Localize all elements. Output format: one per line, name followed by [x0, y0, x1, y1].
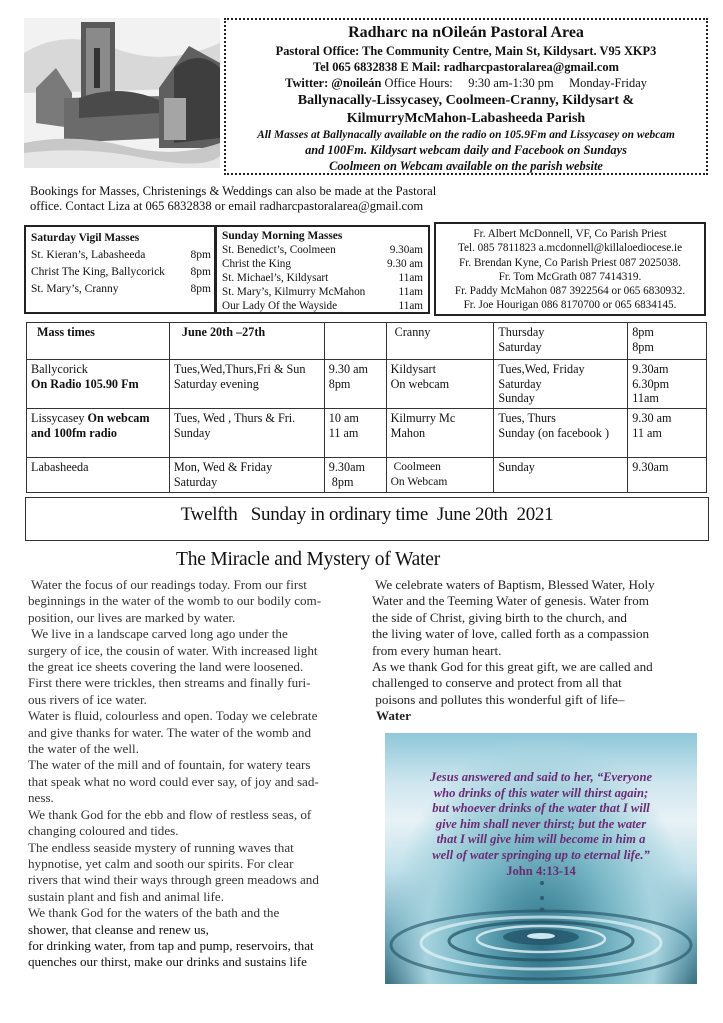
pastoral-area-title: Radharc na nOileán Pastoral Area — [348, 24, 584, 41]
header-mass-times: Mass times — [27, 323, 170, 360]
article-line: Water and the Teeming Water of genesis. Water from — [372, 593, 649, 609]
table-cell-times: 9.30 am 11 am — [628, 409, 707, 458]
scripture-reference: John 4:13-14 — [506, 863, 576, 878]
article-line: Water is fluid, colourless and open. Today we celebrate — [28, 708, 318, 724]
article-line: ness. — [28, 790, 54, 806]
sunday-item — [222, 243, 423, 257]
article-line: First there were trickles, then streams and finally furi- — [28, 675, 311, 691]
parishes-line-1: Ballynacally-Lissycasey, Coolmeen-Cranny, Kildysart & — [297, 93, 635, 108]
table-cell-days: Tues, Thurs Sunday (on facebook ) — [494, 409, 628, 458]
table-cell-times: 9.30 am 8pm — [324, 360, 386, 409]
article-line: challenged to conserve and protect from all that — [372, 675, 622, 691]
priest-line: Fr. Joe Hourigan 086 8170700 or 065 6834145. — [463, 299, 677, 312]
table-cell-days: Tues,Wed, Friday Saturday Sunday — [494, 360, 628, 409]
sunday-time: 9.30am — [389, 244, 423, 256]
table-cell-days: Thursday Saturday — [494, 323, 628, 360]
sunday-item — [222, 299, 423, 313]
liturgical-sunday-title: Twelfth Sunday in ordinary time June 20th 2021 — [25, 497, 709, 541]
sunday-church: Christ the King — [222, 258, 291, 270]
vigil-church: Christ The King, Ballycorick — [31, 266, 165, 278]
bookings-line-2: office. Contact Liza at 065 6832838 or email radharcpastoralarea@gmail.com — [30, 199, 424, 213]
office-hours-line — [226, 75, 706, 92]
pastoral-header-box — [224, 18, 708, 175]
table-row — [27, 409, 707, 458]
priest-line: Fr. Tom McGrath 087 7414319. — [498, 270, 642, 283]
sunday-time: 11am — [398, 286, 423, 298]
vigil-time: 8pm — [190, 266, 211, 278]
vigil-time: 8pm — [190, 283, 211, 295]
sunday-item — [222, 271, 423, 285]
article-line: the living water of love, called forth as a compassion — [372, 626, 650, 642]
header-empty — [324, 323, 386, 360]
article-line: The endless seaside mystery of running waves that — [28, 839, 294, 855]
bookings-line-1: Bookings for Masses, Christenings & Weddings can also be made at the Pastoral — [30, 184, 437, 198]
table-cell-days: Tues,Wed,Thurs,Fri & Sun Saturday evening — [169, 360, 324, 409]
article-line: surgery of ice, the cousin of water. With increased light — [28, 642, 318, 658]
vigil-church: St. Kieran’s, Labasheeda — [31, 249, 146, 261]
broadcast-line-3: Coolmeen on Webcam available on the parish website — [329, 158, 603, 173]
vigil-item — [31, 247, 211, 264]
sunday-church: St. Mary’s, Kilmurry McMahon — [222, 286, 366, 298]
sunday-church: St. Benedict’s, Coolmeen — [222, 244, 336, 256]
article-line: ous rivers of ice water. — [28, 691, 147, 707]
scripture-quote-image — [385, 733, 697, 984]
priest-line: Fr. Brendan Kyne, Co Parish Priest 087 2025038. — [459, 256, 681, 269]
article-line: rivers that wind their ways through green meadows and — [28, 872, 319, 888]
article-line: The water of the mill and of fountain, for watery tears — [28, 757, 311, 773]
priest-line: Fr. Paddy McMahon 087 3922564 or 065 6830932. — [454, 285, 686, 298]
sunday-item — [222, 285, 423, 299]
article-line: Water the focus of our readings today. From our first — [28, 577, 307, 592]
broadcast-line-1: All Masses at Ballynacally available on the radio on 105.9Fm and Lissycasey on webcam — [257, 129, 675, 141]
article-line: changing coloured and tides. — [28, 823, 179, 839]
office-hours-label: Office Hours: — [384, 76, 453, 90]
table-cell-times: 9.30am — [628, 458, 707, 493]
table-cell-place: Cranny — [386, 323, 494, 360]
sunday-church: Our Lady Of the Wayside — [222, 300, 338, 312]
table-cell-place: Kildysart On webcam — [386, 360, 494, 409]
pastoral-contact: Tel 065 6832838 E Mail: radharcpastoralarea@gmail.com — [313, 60, 619, 74]
article-line: the water of the well. — [28, 741, 139, 757]
sunday-item — [222, 257, 423, 271]
table-cell-times: 9.30am 6.30pm 11am — [628, 360, 707, 409]
table-cell-place: Kilmurry Mc Mahon — [386, 409, 494, 458]
article-line: sustain plant and fish and animal life. — [28, 888, 224, 904]
table-cell-place: Ballycorick On Radio 105.90 Fm — [27, 360, 170, 409]
article-right-column — [372, 577, 710, 725]
table-row — [27, 458, 707, 493]
article-line: We thank God for the waters of the bath and the — [28, 905, 280, 921]
church-ruins-image — [24, 18, 220, 168]
table-cell-times: 8pm 8pm — [628, 323, 707, 360]
priest-line: Fr. Albert McDonnell, VF, Co Parish Priest — [473, 228, 667, 240]
pastoral-office-address: Pastoral Office: The Community Centre, Main St, Kildysart. V95 XKP3 — [275, 44, 657, 58]
sunday-heading: Sunday Morning Masses — [222, 230, 343, 242]
vigil-heading: Saturday Vigil Masses — [31, 232, 140, 244]
parishes-line-2: KilmurryMcMahon-Labasheeda Parish — [346, 111, 586, 126]
vigil-item — [31, 264, 211, 281]
article-line: beginnings in the water of the womb to our bodily com- — [28, 593, 322, 609]
bookings-notice — [30, 184, 500, 214]
table-cell-place: Coolmeen On Webcam — [386, 458, 494, 493]
sunday-church: St. Michael’s, Kildysart — [222, 272, 329, 284]
sunday-time: 9.30 am — [386, 258, 423, 270]
sunday-morning-box — [214, 225, 430, 314]
article-line: the side of Christ, giving birth to the church, and — [372, 609, 627, 625]
article-line: We thank God for the ebb and flow of restless seas, of — [28, 806, 312, 822]
article-line: We live in a landscape carved long ago under the — [28, 626, 288, 642]
priests-contact-box — [434, 222, 706, 316]
article-line: We celebrate waters of Baptism, Blessed Water, Holy — [372, 577, 655, 592]
twitter-handle: Twitter: @noileán — [285, 76, 382, 90]
table-cell-days: Tues, Wed , Thurs & Fri. Sunday — [169, 409, 324, 458]
mass-times-table — [26, 322, 707, 493]
vigil-item — [31, 281, 211, 298]
table-cell-times: 9.30am 8pm — [324, 458, 386, 493]
table-header-row — [27, 323, 707, 360]
article-line: As we thank God for this great gift, we are called and — [372, 659, 653, 675]
scripture-quote-text: Jesus answered and said to her, “Everyone who drinks of this water will thirst again; but whoever drinks of the water that I will give him shall never thirst; but the water that I will give him will become in him a well of water springing up to eternal life.” John 4:13-14 — [385, 770, 697, 879]
article-line: for drinking water, from tap and pump, reservoirs, that — [28, 937, 314, 953]
table-cell-times: 10 am 11 am — [324, 409, 386, 458]
header-date-range: June 20th –27th — [169, 323, 324, 360]
saturday-vigil-box — [24, 225, 216, 314]
article-line: shower, that cleanse and renew us, — [28, 921, 209, 937]
table-cell-days: Mon, Wed & Friday Saturday — [169, 458, 324, 493]
table-cell-days: Sunday — [494, 458, 628, 493]
sunday-time: 11am — [398, 272, 423, 284]
article-line: the great ice sheets covering the land were loosened. — [28, 659, 304, 675]
office-hours-time: 9:30 am-1:30 pm — [468, 76, 554, 90]
article-line: quenches our thirst, make our drinks and sustains life — [28, 954, 307, 970]
article-line: poisons and pollutes this wonderful gift of life– — [372, 691, 625, 707]
article-line: that speak what no word could ever say, of joy and sad- — [28, 773, 319, 789]
table-cell-place: Labasheeda — [27, 458, 170, 493]
vigil-church: St. Mary’s, Cranny — [31, 283, 119, 295]
office-hours-days: Monday-Friday — [569, 76, 647, 90]
article-line: from every human heart. — [372, 642, 502, 658]
article-line: hypnotise, yet calm and sooth our spirits. For clear — [28, 855, 294, 871]
church-sketch-icon — [24, 18, 220, 168]
article-title: The Miracle and Mystery of Water — [176, 549, 441, 570]
article-left-column — [28, 577, 370, 971]
article-line: and give thanks for water. The water of the womb and — [28, 724, 312, 740]
vigil-time: 8pm — [190, 249, 211, 261]
article-closing-word: Water — [376, 708, 411, 724]
article-line: position, our lives are marked by water. — [28, 609, 236, 625]
priest-line: Tel. 085 7811823 a.mcdonnell@killaloediocese.ie — [457, 242, 683, 255]
sunday-time: 11am — [398, 300, 423, 312]
table-cell-place: Lissycasey On webcam and 100fm radio — [27, 409, 170, 458]
table-row — [27, 360, 707, 409]
broadcast-line-2: and 100Fm. Kildysart webcam daily and Facebook on Sundays — [305, 142, 627, 157]
